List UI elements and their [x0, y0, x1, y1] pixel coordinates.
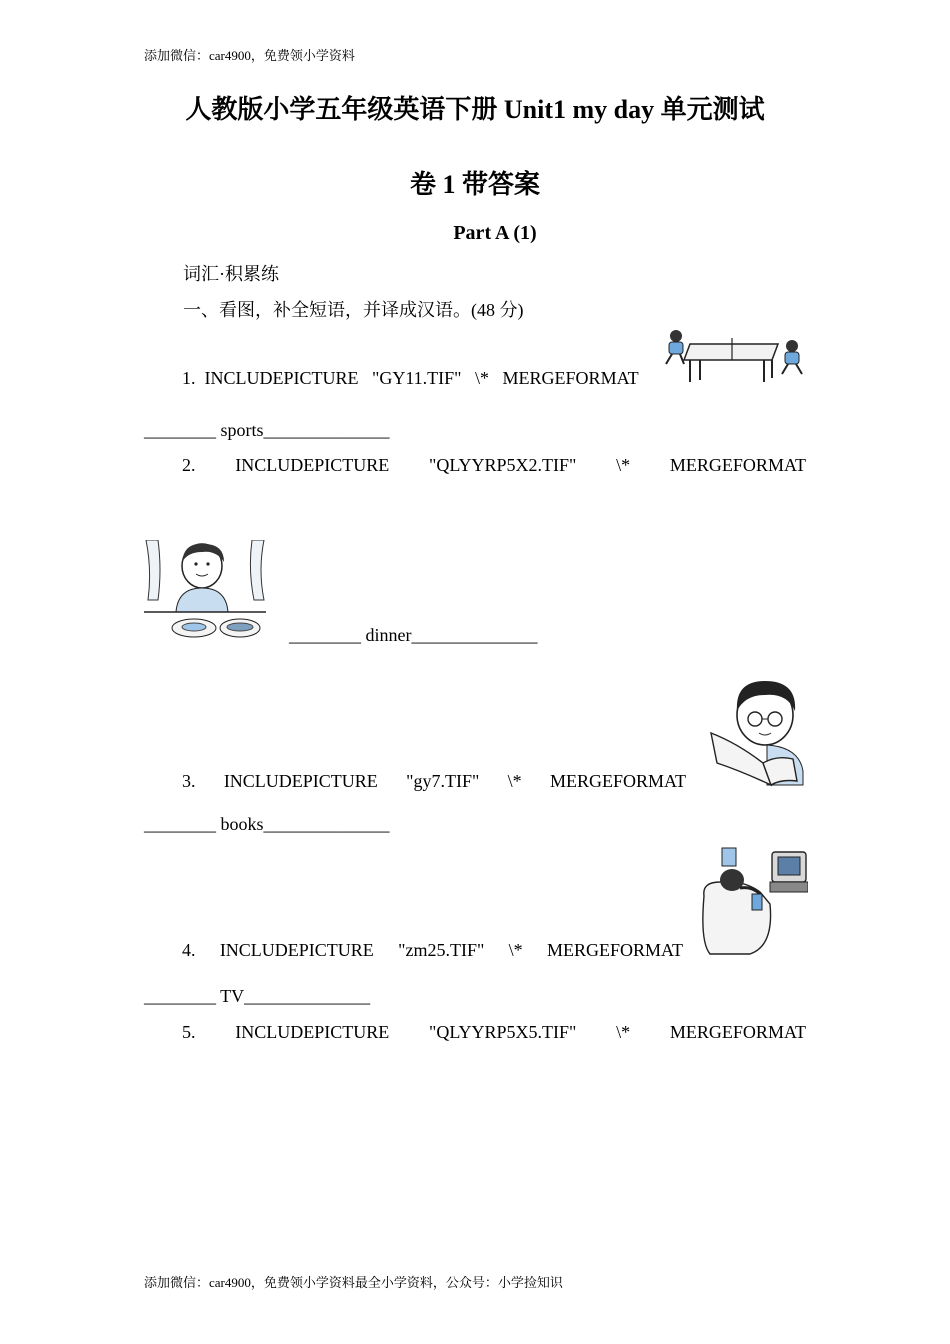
question-2 — [182, 455, 806, 476]
field-format: MERGEFORMAT — [669, 455, 806, 475]
reading-book-icon — [707, 675, 807, 787]
field-format: MERGEFORMAT — [669, 1022, 806, 1042]
field-switch: \* — [508, 940, 523, 960]
field-format: MERGEFORMAT — [546, 940, 683, 960]
field-code: INCLUDEPICTURE — [235, 455, 390, 475]
question-number: 2. — [182, 455, 196, 475]
question-number: 1. — [182, 368, 196, 388]
field-switch: \* — [507, 771, 522, 791]
field-format: MERGEFORMAT — [502, 368, 639, 388]
field-code: INCLUDEPICTURE — [223, 771, 378, 791]
field-filename: "zm25.TIF" — [398, 940, 485, 960]
footer-note: 添加微信：car4900，免费领小学资料最全小学资料，公众号：小学捡知识 — [144, 1275, 563, 1290]
answer-line-4[interactable]: ________ TV______________ — [144, 986, 371, 1006]
field-code: INCLUDEPICTURE — [235, 1022, 390, 1042]
question-1 — [182, 368, 639, 389]
field-switch: \* — [616, 1022, 631, 1042]
field-filename: "GY11.TIF" — [372, 368, 462, 388]
field-filename: "gy7.TIF" — [406, 771, 480, 791]
field-code: INCLUDEPICTURE — [219, 940, 374, 960]
field-code: INCLUDEPICTURE — [204, 368, 359, 388]
header-note: 添加微信：car4900，免费领小学资料 — [144, 48, 355, 63]
answer-line-2[interactable]: ________ dinner______________ — [289, 625, 538, 645]
question-3 — [182, 771, 686, 792]
field-filename: "QLYYRP5X5.TIF" — [429, 1022, 577, 1042]
watching-tv-icon — [700, 846, 808, 956]
part-title: Part A (1) — [453, 222, 537, 244]
page-title-line2: 卷 1 带答案 — [409, 170, 540, 199]
field-format: MERGEFORMAT — [549, 771, 686, 791]
eating-dinner-icon — [144, 540, 266, 642]
answer-line-1[interactable]: ________ sports______________ — [144, 420, 390, 440]
field-switch: \* — [475, 368, 490, 388]
question-number: 4. — [182, 940, 196, 960]
table-tennis-icon — [660, 328, 808, 386]
field-switch: \* — [616, 455, 631, 475]
instruction: 一、看图，补全短语，并译成汉语。(48 分) — [183, 300, 524, 320]
answer-line-3[interactable]: ________ books______________ — [144, 814, 390, 834]
question-number: 5. — [182, 1022, 196, 1042]
page-title-line1: 人教版小学五年级英语下册 Unit1 my day 单元测试 — [185, 95, 765, 124]
question-5 — [182, 1022, 806, 1043]
field-filename: "QLYYRP5X2.TIF" — [429, 455, 577, 475]
question-4 — [182, 940, 683, 961]
section-label: 词汇·积累练 — [183, 264, 279, 284]
question-number: 3. — [182, 771, 196, 791]
